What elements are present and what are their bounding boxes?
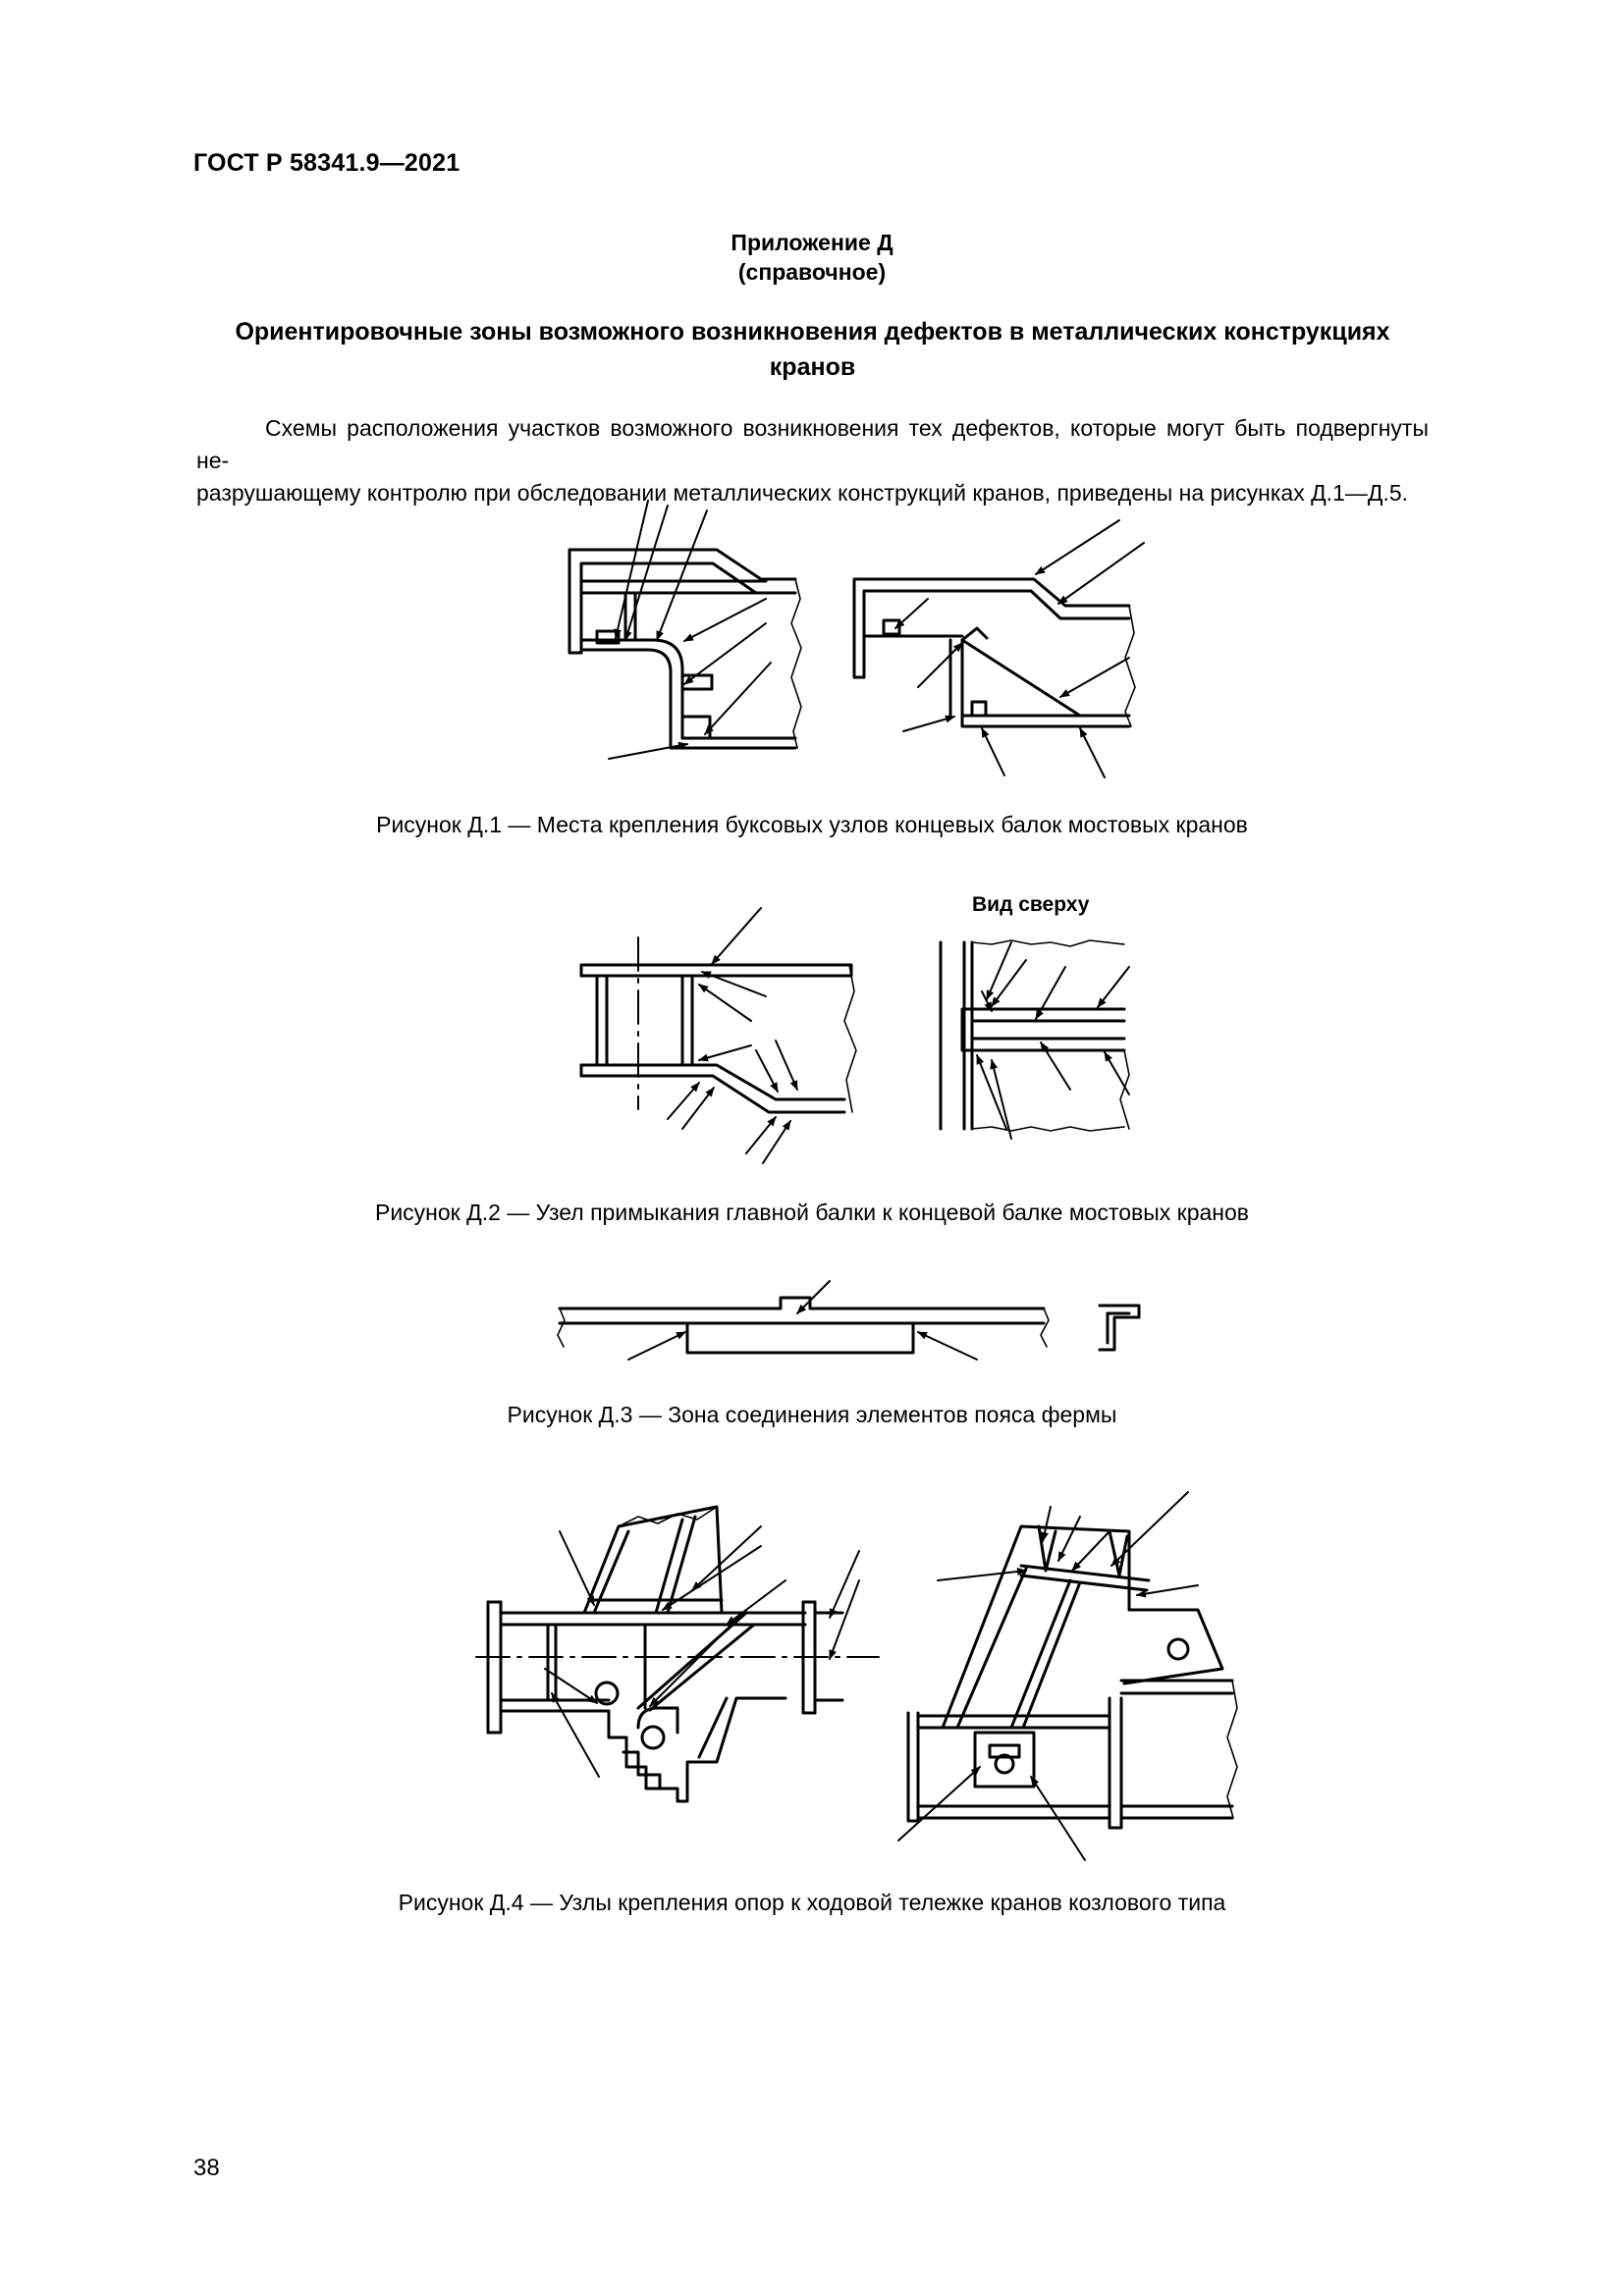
page-number: 38 (193, 2155, 220, 2181)
document-header: ГОСТ Р 58341.9—2021 (193, 149, 460, 177)
fig-d4-caption: Рисунок Д.4 — Узлы крепления опор к ходовой тележке кранов козлового типа (398, 1890, 1226, 1915)
fig-d1-caption: Рисунок Д.1 — Места крепления буксовых узлов концевых балок мостовых кранов (376, 812, 1248, 837)
fig-d1-right-drawing (854, 520, 1144, 777)
fig-d3-caption: Рисунок Д.3 — Зона соединения элементов пояса фермы (507, 1402, 1117, 1427)
fig-d2-right-drawing (941, 940, 1129, 1139)
intro-line-2: разрушающему контролю при обследовании металлических конструкций кранов, приведены на рисунках Д.1—Д.5. (196, 480, 1409, 506)
fig-d2-caption: Рисунок Д.2 — Узел примыкания главной балки к концевой балке мостовых кранов (374, 1200, 1249, 1225)
fig-d4-right-drawing (898, 1492, 1237, 1860)
fig-d2-left-drawing (581, 908, 856, 1163)
section-title-line-2: кранов (769, 353, 856, 381)
appendix-title: Приложение Д (731, 230, 893, 255)
fig-d1-left-drawing (569, 501, 801, 759)
fig-d4-left-drawing (476, 1507, 879, 1801)
intro-line-1: Схемы расположения участков возможного возникновения тех дефектов, которые могут быть подвергнуты не- (196, 415, 1429, 473)
section-title-line-1: Ориентировочные зоны возможного возникновения дефектов в металлических конструкциях (235, 318, 1390, 346)
fig-d2-top-view-label: Вид сверху (972, 893, 1090, 916)
fig-d3-drawing (558, 1281, 1139, 1360)
appendix-type: (справочное) (737, 259, 887, 285)
